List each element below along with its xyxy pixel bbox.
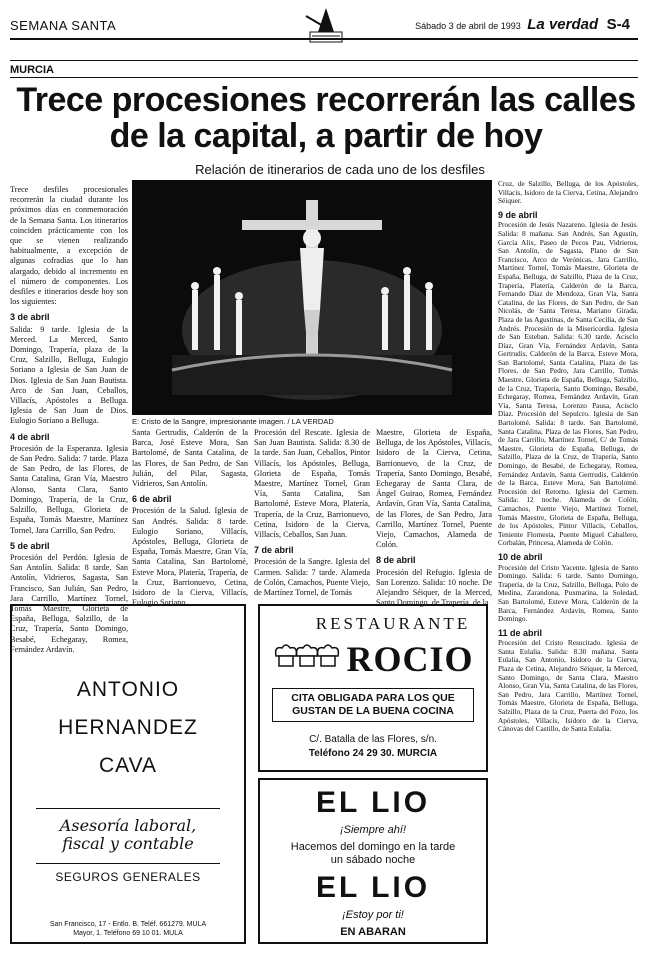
ad-lio-name-1: EL LIO	[315, 786, 431, 819]
itinerary-text: Procesión del Cristo Resucitado. Iglesia de Santa Eulalia. Salida: 8.30 mañana. Santa Eulalia, San Antonio, Isidoro de la Cierva, Plaza de Cetina, Alejandro Séiquer, la Merced, Santo Domingo, de Santa Clara, Maestro Alonso, Gran Vía, Santa Catalina, de las Flores, San Pedro, Jara Carrillo, Martínez Tornel, Tomás Maestre, Glorieta de España, Belluga, Salzillo, Plaza de la Cruz, Puerta del Pozo, los Apóstoles, Villacís, Isidoro de la Cierva, Cánovas del Castillo, de Santa Eulalia.	[498, 638, 638, 734]
issue-date: Sábado 3 de abril de 1993	[415, 21, 521, 31]
ad-lio-text-1: Hacemos del domingo en la tarde	[290, 841, 456, 853]
photo-caption: E: Cristo de la Sangre, impresionante imagen. / LA VERDAD	[132, 417, 334, 426]
itinerary-text: Salida: 9 tarde. Iglesia de la Merced. La Merced, Santo Domingo, Trapería, plaza de la Cruz, Salzillo, Belluga, Eulogio Soriano a Iglesia de San Juan de Dios. Iglesia de San Juan Bautista. Arco de San Juan, Ceballos, Villacís, Apóstoles a Belluga. Iglesia de San Juan de Dios. Eulogio Soriano a Belluga.	[10, 324, 128, 426]
ad-address-line-2: Mayor, 1. Teléfono 69 10 01. MULA	[73, 930, 183, 937]
ad-address	[12, 920, 244, 938]
date-heading: 9 de abril	[498, 209, 538, 220]
ad-restaurant-name: ROCIO	[346, 639, 474, 679]
headline	[14, 82, 638, 154]
chef-hats-icon	[272, 642, 340, 677]
itinerary-text: Procesión de la Sangre. Iglesia del Carmen. Salida: 7 tarde. Alameda de Colón, Camachos, Puente Viejo, de Martínez Tornel, de Tomás	[254, 557, 371, 598]
ad-lio-tagline-1: ¡Siempre ahí!	[339, 824, 407, 836]
itinerary-text: Procesión de Jesús Nazareno. Iglesia de Jesús. Salida: 8 mañana. San Andrés, San Agustín, García Alix, Paseo de Pecos Pau, Vidrieros, San Antolín, de Sagasta, Plano de San Francisco, Arco de Verónicas, Jara Carrillo, Martínez Tornel, Tomás Maestre, Glorieta de España, Belluga, de Salzillo, Plaza de la Cruz, Trapería, Platería, Calderón de la Barca, Fernando Díaz de Mendoza, Gran Vía, Santa Catalina, de las Flores, de San Pedro, de San Nicolás, de Santa Teresa, Mariano Girada, Plaza de las Agustinas, de Santa Cecilia, de San Andrés. Procesión de la Misericordia. Iglesia de San Esteban. Salida: 6.30 tarde. Acisclo Díaz, Gran Vía, Fernández Ardavín, Santa Gertrudis, Calderón de la Barca, Esteve Mora, San Bartolomé, Santa Catalina, Plaza de las Flores, de San Pedro, Jara Carrillo, Tomás Maestre, Glorieta de España, Belluga, Salzillo, de la Cruz, Trapería, Santo Domingo, Besabé, Echegaray, Romea, Fernández Ardavín, Gran Vía, Santa Teresa, Lorenzo Pausa, Acisclo Díaz. Procesión del Sepulcro. Iglesia de San Bartolomé. Salida: 8 tarde. San Bartolomé, Santa Catalina, Plaza de las Flores, San Pedro, de Jara Carrillo, Martínez Tornel, C/ de Tomás Maestre, Glorieta de España, Belluga, de Salzillo, Plaza de la Cruz, de Trapería, Santo Domingo, de Besabé, de Echegaray, Romea, Fernández Ardavín, Santa Gertrudis, Calderón de la Barca, Esteve Mora, San Bartolomé. Procesión del Retorno. Iglesia del Carmen. Salida: 12 noche. Alameda de Colón, Camachos, Puente Viejo, Martínez Tornel, Tomás Maestre, Glorieta de España, Belluga, de los Apóstoles, Pintor Villacís, Ceballos, Teniente Flomesta, Puente Miguel Caballero, Corbalán, Princesa, Alameda de Colón.	[498, 220, 638, 548]
ad-lio-name-2: EL LIO	[315, 871, 431, 904]
ad-restaurant-phone: Teléfono 24 29 30. MURCIA	[308, 748, 438, 759]
ad-antonio-hernandez	[10, 604, 246, 944]
article-column-5	[498, 180, 638, 737]
ad-insurance: SEGUROS GENERALES	[36, 863, 220, 884]
date-heading: 10 de abril	[498, 551, 543, 562]
header-rule	[10, 38, 638, 40]
ad-name-line-2: HERNANDEZ	[58, 716, 198, 739]
ad-slogan-line-1: CITA OBLIGADA PARA LOS QUE	[291, 692, 455, 704]
ad-lio-tagline-2: ¡Estoy por ti!	[342, 909, 404, 921]
newspaper-brand: La verdad	[527, 16, 599, 33]
ad-address-line-1: San Francisco, 17 - Entlo. B. Teléf. 661279. MULA	[49, 921, 207, 928]
itinerary-text: Cruz, de Salzillo, Belluga, de los Apóstoles, Villacís, Isidoro de la Cierva, Cetina, Alejandro Séiquer.	[498, 179, 638, 206]
ad-slogan	[272, 688, 474, 722]
ad-service-2: fiscal y contable	[62, 834, 194, 853]
itinerary-text: Maestre, Glorieta de España, Belluga, de los Apóstoles, Villacís, Isidoro de la Cierva, Cetina, Barrionuevo, de la Cruz, de Trapería, Santo Domingo, Besabé, Echegaray de Santa Clara, de Ángel Guirao, Romea, Fernández Ardavín, Gran Vía, Santa Catalina, de las Flores, de San Pedro, Jara Carrillo, Martínez Tornel, Puente Viejo, Camachos, Alameda de Colón.	[376, 428, 492, 550]
date-heading: 3 de abril	[10, 312, 50, 323]
date-heading: 7 de abril	[254, 545, 294, 556]
date-heading: 6 de abril	[132, 494, 172, 505]
article-intro: Trece desfiles procesionales recorrerán la ciudad durante los próximos días en conmemoración de la Semana Santa. Los itinerarios coinciden prácticamente con los que se vienen realizando habitualmente, a excepción de algunas cofradías que lo han alargado, debido al incremento en el número de componentes. Los desfiles e itinerarios desde hoy son los siguientes:	[10, 185, 128, 307]
nazarene-logo-icon	[296, 6, 356, 46]
article-column-2	[132, 428, 248, 611]
article-column-1	[10, 185, 128, 658]
subheader-rule	[10, 60, 638, 61]
ad-services	[36, 808, 220, 853]
date-heading: 11 de abril	[498, 627, 543, 638]
procession-photo	[132, 180, 492, 415]
date-heading: 5 de abril	[10, 540, 50, 551]
itinerary-text: Procesión del Rescate. Iglesia de San Juan Bautista. Salida: 8.30 de la tarde. San Juan, Ceballos, Pintor Villacís, los Apóstoles, Belluga, Glorieta de España, Tomás Maestre, Martínez Tornel, Gran Vía, Santa Catalina, San Bartolomé, Esteve Mora, Platería, Trapería, de la Cruz, Barrionuevo, Cetina, Isidoro de la Cierva, Villacís, Ceballos, San Juan.	[254, 428, 370, 540]
itinerary-text: Procesión de la Salud. Iglesia de San Andrés. Salida: 8 tarde. Eulogio Soriano, Villacís, Apóstoles, Belluga, Glorieta de España, Tomás Maestre, Gran Vía, Santa Catalina, San Bartolomé, Esteve Mora, Platería, Trapería, de la Cruz, Barrionuevo, Cetina, Isidoro de la Cierva, Villacís, Eulogio Soriano.	[132, 506, 248, 608]
ad-slogan-line-2: GUSTAN DE LA BUENA COCINA	[292, 705, 454, 717]
itinerary-text: Procesión del Refugio. Iglesia de San Lorenzo. Salida: 10 noche. De Alejandro Séiquer, de la Merced, Santo Domingo, de Trapería, de la	[376, 567, 492, 608]
headline-rule	[10, 77, 638, 78]
ad-restaurante-rocio	[258, 604, 488, 772]
headline-line-2: de la capital, a partir de hoy	[109, 117, 543, 155]
ad-restaurant-label: RESTAURANTE	[315, 614, 471, 633]
subsection-label: MURCIA	[10, 64, 54, 76]
ad-name-line-1: ANTONIO	[76, 678, 180, 701]
page-number: S-4	[606, 16, 630, 33]
ad-name-line-3: CAVA	[98, 754, 158, 777]
ad-restaurant-brand	[260, 638, 486, 680]
ad-service-1: Asesoría laboral,	[59, 816, 197, 835]
date-heading: 4 de abril	[10, 431, 50, 442]
ad-lio-text-2: un sábado noche	[330, 854, 416, 866]
date-heading: 8 de abril	[376, 555, 416, 566]
itinerary-text: Procesión de la Esperanza. Iglesia de San Pedro. Salida: 7 tarde. Plaza de San Pedro, de las Flores, de Santa Catalina, Gran Vía, Maestro Alonso, Santa Clara, Santo Domingo, Trapería, de la Cruz, Salzillo, Belluga, Glorieta de España, Tomás Maestre, Martínez Tornel, Jara Carrillo, San Pedro.	[10, 443, 128, 535]
article-column-3	[254, 428, 370, 601]
itinerary-text: Procesión del Perdón. Iglesia de San Antolín. Salida: 8 tarde. San Antolín, Vidrieros, Sagasta, San Francisco, San Julián, San Pedro, Jara Carrillo, Martínez Tornel, Tomás Maestre, Glorieta de España, Belluga, Salzillo, de la Cruz, Trapería, Santo Domingo, Besabé, Echegaray, Romea, Fernández Ardavín.	[10, 552, 128, 654]
itinerary-text: Santa Gertrudis, Calderón de la Barca, José Esteve Mora, San Bartolomé, de Santa Catalina, de las Flores, de San Pedro, de San Julián, del Pilar, Sagasta, Vidrieros, San Antolín.	[132, 428, 248, 489]
itinerary-text: Procesión del Cristo Yacente. Iglesia de Santo Domingo. Salida: 6 tarde. Santo Domingo, Trapería, de la Cruz, Salzillo, Belluga, Polo de Medina, Zarandona, Puxmarina, la Soledad, San Bartolomé, Esteve Mora, Calderón de la Barca, Fernández Ardavín, Romea, Santo Domingo.	[498, 562, 638, 624]
headline-line-1: Trece procesiones recorrerán las calles	[16, 81, 636, 119]
section-title: SEMANA SANTA	[10, 18, 117, 33]
ad-lio-place: EN ABARAN	[340, 926, 406, 938]
ad-el-lio	[258, 778, 488, 944]
ad-restaurant-address: C/. Batalla de las Flores, s/n.	[309, 734, 437, 745]
header-meta	[415, 16, 630, 33]
subheadline: Relación de itinerarios de cada uno de los desfiles	[195, 162, 485, 177]
article-column-4	[376, 428, 492, 611]
